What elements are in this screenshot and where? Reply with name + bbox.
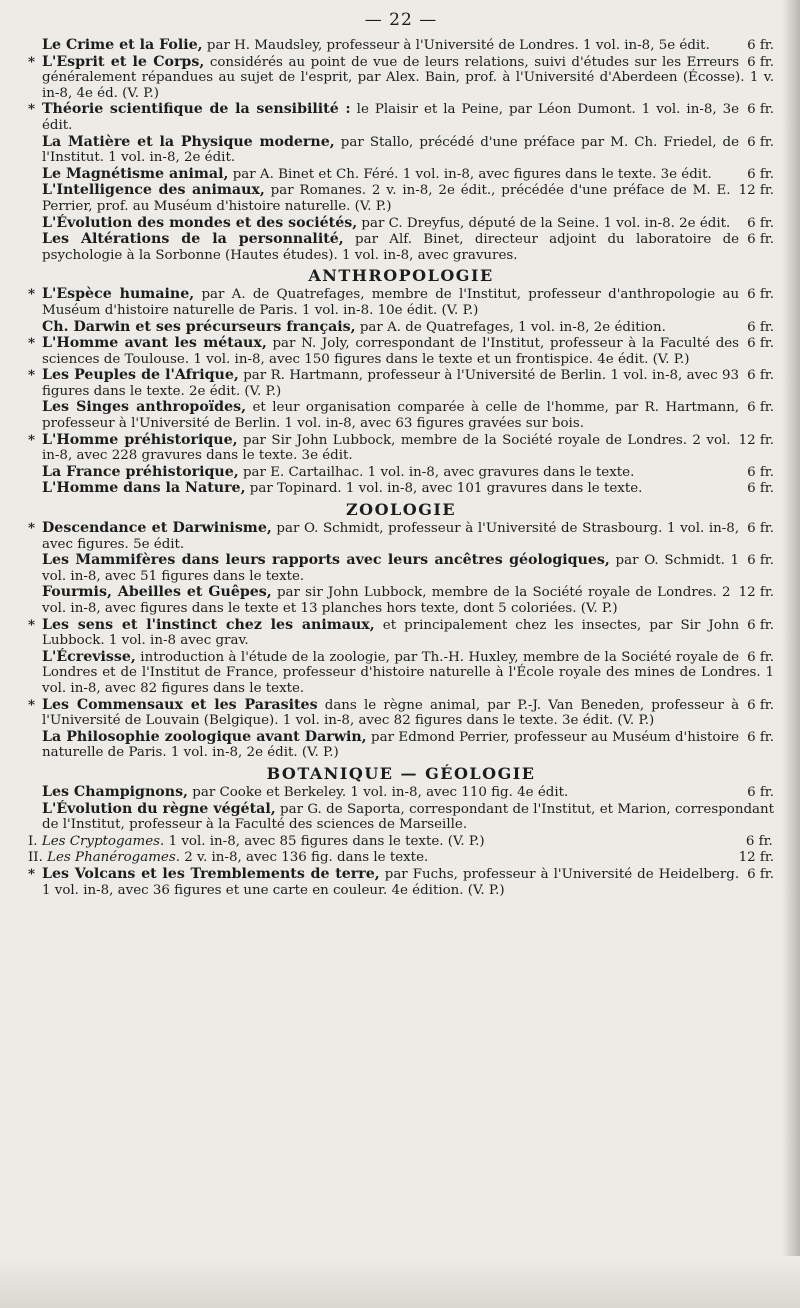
page-number: — 22 — (364, 10, 438, 30)
sub-volume-entry (28, 834, 774, 850)
entry-details: par G. de Saporta, correspondant de l'Institut, et Marion, correspondant de l'Institut, professeur à la Faculté des sciences de Marseille. (42, 801, 775, 833)
catalog-entry (28, 232, 774, 263)
catalog-entry (28, 730, 774, 761)
entry-price: 6 fr. (747, 54, 774, 70)
catalog-entry (28, 553, 774, 584)
sub-volume-number: II. (28, 850, 43, 866)
entry-details: par O. Schmidt, professeur à l'Université de Strasbourg. 1 vol. in-8, avec figures. 5e édit. (42, 521, 740, 552)
entry-details: par Edmond Perrier, professeur au Muséum d'histoire naturelle de Paris. 1 vol. in-8, 2e édit. (V. P.) (42, 729, 740, 761)
catalog-entry (28, 618, 774, 649)
catalog-page (28, 10, 774, 1250)
entry-price: 6 fr. (747, 134, 774, 150)
entry-details: par N. Joly, correspondant de l'Institut, professeur à la Faculté des sciences de Toulouse. 1 vol. in-8, avec 150 figures dans le texte et un frontispice. 4e édit. (V. P.) (42, 336, 740, 367)
asterisk-marker: * (28, 335, 36, 352)
entry-title: L'Intelligence des animaux, (42, 182, 265, 199)
asterisk-marker: * (28, 696, 36, 713)
page-bottom-margin (0, 1256, 800, 1308)
entry-title: L'Évolution du règne végétal, (42, 800, 276, 817)
catalog-entry (28, 216, 774, 232)
entry-details: par Alf. Binet, directeur adjoint du laboratoire de psychologie à la Sorbonne (Hautes études). 1 vol. in-8, avec gravures. (42, 232, 740, 263)
entry-price: 6 fr. (747, 649, 774, 665)
entry-details: dans le règne animal, par P.-J. Van Beneden, professeur à l'Université de Louvain (Belgique). 1 vol. in-8, avec 82 figures dans le texte. 3e édit. (V. P.) (42, 697, 740, 729)
entry-title: L'Homme dans la Nature, (42, 480, 246, 497)
entry-price: 6 fr. (747, 697, 774, 713)
entry-price: 12 fr. (738, 183, 774, 199)
entry-details: par Romanes. 2 v. in-8, 2e édit., précédée d'une préface de M. E. Perrier, prof. au Muséum d'histoire naturelle. (V. P.) (42, 183, 731, 214)
catalog-entry (28, 481, 774, 497)
entry-price: 6 fr. (747, 553, 774, 569)
entry-title: Le Crime et la Folie, (42, 37, 203, 53)
asterisk-marker: * (28, 53, 36, 70)
entry-title: Le Magnétisme animal, (42, 165, 229, 182)
entry-details: par Sir John Lubbock, membre de la Société royale de Londres. 2 vol. in-8, avec 228 gravures dans le texte. 3e édit. (42, 432, 731, 464)
catalog-entry (28, 55, 774, 102)
entry-title: Fourmis, Abeilles et Guêpes, (42, 584, 272, 601)
catalog-entry (28, 287, 774, 318)
entry-title: Théorie scientifique de la sensibilité : (42, 101, 351, 118)
entry-price: 6 fr. (747, 481, 774, 497)
catalog-entry (28, 167, 774, 183)
section-heading: ANTHROPOLOGIE (308, 266, 494, 286)
entry-title: L'Évolution des mondes et des sociétés, (42, 214, 358, 231)
entry-details: et principalement chez les insectes, par Sir John Lubbock. 1 vol. in-8 avec grav. (42, 617, 740, 649)
entry-title: L'Homme avant les métaux, (42, 335, 267, 352)
catalog-entry (28, 802, 774, 833)
sub-volume-title: Les Phanérogames. (47, 850, 180, 866)
sub-volume-title: Les Cryptogames. (41, 833, 165, 849)
entry-price: 6 fr. (747, 166, 774, 182)
entry-details: par C. Dreyfus, député de la Seine. 1 vol. in-8. 2e édit. (361, 215, 731, 231)
asterisk-marker: * (28, 431, 36, 448)
asterisk-marker: * (28, 616, 36, 633)
entry-details: le Plaisir et la Peine, par Léon Dumont. 1 vol. in-8, 3e édit. (42, 102, 740, 133)
entry-details: 1 vol. in-8, avec 85 figures dans le texte. (V. P.) (168, 833, 485, 849)
entry-details: introduction à l'étude de la zoologie, par Th.-H. Huxley, membre de la Société royale de Londres et de l'Institut de France, professeur d'histoire naturelle à l'École royale des mines de Londres. 1 vol. in-8, avec 82 figures dans le texte. (42, 649, 774, 696)
catalog-entry (28, 867, 774, 898)
entry-details: par R. Hartmann, professeur à l'Université de Berlin. 1 vol. in-8, avec 93 figures dans le texte. 2e édit. (V. P.) (42, 368, 740, 399)
entry-price: 6 fr. (747, 784, 774, 800)
asterisk-marker: * (28, 520, 36, 537)
sub-volume-number: I. (28, 833, 38, 849)
catalog-entry (28, 183, 774, 214)
entry-price: 6 fr. (747, 319, 774, 335)
entry-price: 6 fr. (747, 866, 774, 882)
entry-details: et leur organisation comparée à celle de l'homme, par R. Hartmann, professeur à l'Université de Berlin. 1 vol. in-8, avec 63 figures gravées sur bois. (42, 400, 740, 432)
page-edge-shadow (782, 0, 800, 1308)
catalog-entry (28, 368, 774, 399)
entry-details: par E. Cartailhac. 1 vol. in-8, avec gravures dans le texte. (242, 464, 635, 480)
entry-title: Les Peuples de l'Afrique, (42, 367, 239, 384)
entry-details: par A. Binet et Ch. Féré. 1 vol. in-8, avec figures dans le texte. 3e édit. (232, 166, 712, 182)
entry-price: 6 fr. (747, 336, 774, 352)
catalog-entry (28, 38, 774, 54)
entry-details: par Fuchs, professeur à l'Université de Heidelberg. 1 vol. in-8, avec 36 figures et une carte en couleur. 4e édition. (V. P.) (42, 866, 740, 898)
entry-price: 6 fr. (747, 400, 774, 416)
catalog-entry (28, 465, 774, 481)
catalog-entry (28, 135, 774, 166)
entry-details: par Cooke et Berkeley. 1 vol. in-8, avec 110 fig. 4e édit. (192, 784, 569, 800)
catalog-entry (28, 433, 774, 464)
catalog-entry (28, 102, 774, 133)
entry-price: 6 fr. (745, 833, 773, 849)
entry-price: 6 fr. (747, 215, 774, 231)
asterisk-marker: * (28, 865, 36, 882)
entry-price: 6 fr. (747, 287, 774, 303)
entry-title: Les Mammifères dans leurs rapports avec leurs ancêtres géologiques, (42, 552, 610, 569)
entry-title: Les Commensaux et les Parasites (42, 696, 318, 713)
entry-title: Les Altérations de la personnalité, (42, 231, 344, 248)
entry-title: Les Singes anthropoïdes, (42, 399, 247, 416)
entry-price: 6 fr. (747, 521, 774, 537)
entry-details: par sir John Lubbock, membre de la Société royale de Londres. 2 vol. in-8, avec figures dans le texte et 13 planches hors texte, dont 5 coloriées. (V. P.) (42, 585, 731, 616)
asterisk-marker: * (28, 286, 36, 303)
catalog-entry (28, 698, 774, 729)
catalog-entry (28, 336, 774, 367)
entry-price: 6 fr. (747, 729, 774, 745)
entry-details: par A. de Quatrefages, 1 vol. in-8, 2e édition. (359, 319, 666, 335)
entry-details: par A. de Quatrefages, membre de l'Institut, professeur d'anthropologie au Muséum d'histoire naturelle de Paris. 1 vol. in-8. 10e édit. (V. P.) (42, 287, 740, 318)
entry-title: Les sens et l'instinct chez les animaux, (42, 616, 375, 633)
catalog-entry (28, 320, 774, 336)
entry-details: par H. Maudsley, professeur à l'Université de Londres. 1 vol. in-8, 5e édit. (206, 38, 710, 53)
entry-title: L'Espèce humaine, (42, 286, 195, 303)
entry-price: 6 fr. (747, 617, 774, 633)
entry-price: 6 fr. (747, 38, 774, 53)
entry-details: 2 v. in-8, avec 136 fig. dans le texte. (184, 850, 429, 866)
catalog-entry (28, 585, 774, 616)
catalog-entry (28, 521, 774, 552)
entry-title: La Philosophie zoologique avant Darwin, (42, 728, 367, 745)
section-heading: BOTANIQUE — GÉOLOGIE (266, 763, 536, 783)
entry-title: Les Champignons, (42, 783, 188, 800)
entry-title: L'Esprit et le Corps, (42, 53, 205, 70)
entry-title: L'Homme préhistorique, (42, 431, 238, 448)
asterisk-marker: * (28, 101, 36, 118)
entry-price: 6 fr. (747, 464, 774, 480)
entry-price: 6 fr. (747, 102, 774, 118)
section-heading: ZOOLOGIE (345, 500, 457, 520)
catalog-entry (28, 650, 774, 697)
entry-price: 6 fr. (747, 232, 774, 248)
entry-price: 6 fr. (747, 368, 774, 384)
entry-title: La Matière et la Physique moderne, (42, 133, 335, 150)
entry-price: 12 fr. (738, 585, 774, 601)
entry-details: par O. Schmidt. 1 vol. in-8, avec 51 figures dans le texte. (42, 553, 740, 584)
entry-details: par Topinard. 1 vol. in-8, avec 101 gravures dans le texte. (249, 481, 643, 497)
entry-title: Ch. Darwin et ses précurseurs français, (42, 318, 356, 335)
asterisk-marker: * (28, 367, 36, 384)
entry-price: 12 fr. (738, 850, 774, 866)
entry-title: La France préhistorique, (42, 463, 239, 480)
sub-volume-entry (28, 850, 774, 866)
catalog-content (28, 38, 774, 898)
entry-title: Descendance et Darwinisme, (42, 520, 272, 537)
catalog-entry (28, 785, 774, 801)
entry-details: par Stallo, précédé d'une préface par M. Ch. Friedel, de l'Institut. 1 vol. in-8, 2e édit. (42, 134, 740, 166)
catalog-entry (28, 400, 774, 431)
entry-title: L'Écrevisse, (42, 648, 136, 665)
entry-title: Les Volcans et les Tremblements de terre, (42, 865, 380, 882)
entry-details: considérés au point de vue de leurs relations, suivi d'études sur les Erreurs généralement répandues au sujet de l'esprit, par Alex. Bain, prof. à l'Université d'Aberdeen (Écosse). 1 v. in-8, 4e éd. (V. P.) (42, 54, 774, 101)
entry-price: 12 fr. (738, 432, 774, 448)
